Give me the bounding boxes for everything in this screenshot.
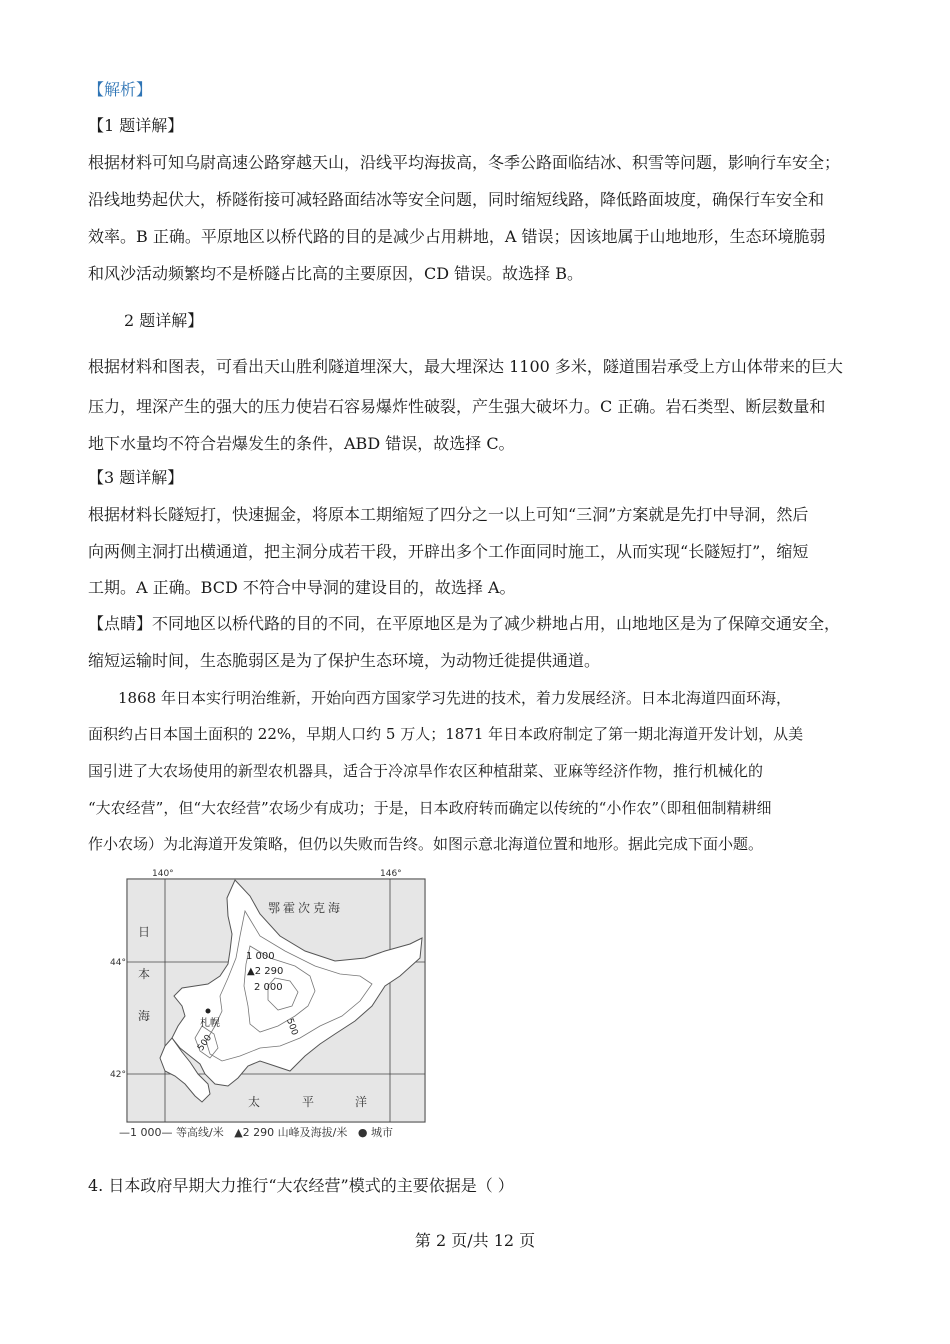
- passage-line-4: “大农经营”，但“大农经营”农场少有成功；于是，日本政府转而确定以传统的“小作农”（即租佃制精耕细: [88, 799, 772, 817]
- analysis-header: 【解析】: [88, 80, 153, 99]
- page-footer: 第 2 页/共 12 页: [414, 1231, 536, 1250]
- sea-okhotsk-label: 鄂霍次克海: [268, 901, 344, 915]
- passage-line-2: 面积约占日本国土面积的 22%，早期人口约 5 万人；1871 年日本政府制定了第一期北海道开发计划，从美: [88, 725, 804, 743]
- ocean-pacific-label-3: 洋: [355, 1095, 368, 1109]
- lat-42-label: 42°: [110, 1070, 126, 1080]
- contour-500-label-east: 500: [284, 1017, 300, 1037]
- passage-line-1: 1868 年日本实行明治维新，开始向西方国家学习先进的技术，着力发展经济。日本北海道四面环海，: [118, 689, 791, 707]
- ocean-pacific-label-2: 平: [302, 1095, 315, 1109]
- q1-line-1: 根据材料可知乌尉高速公路穿越天山，沿线平均海拔高，冬季公路面临结冰、积雪等问题，影响行车安全；: [88, 153, 841, 172]
- ocean-pacific-label-1: 太: [248, 1095, 261, 1109]
- sapporo-label: 札幌: [200, 1018, 220, 1029]
- tip-text-1: 不同地区以桥代路的目的不同，在平原地区是为了减少耕地占用，山地地区是为了保障交通安全，: [152, 614, 841, 633]
- tip-line-2: 缩短运输时间，生态脆弱区是为了保护生态环境，为动物迁徙提供通道。: [88, 651, 601, 670]
- contour-1000-label: 1 000: [246, 951, 275, 962]
- sea-japan-label-1: 日: [138, 925, 151, 939]
- lon-146-label: 146°: [380, 869, 402, 879]
- question-4: 4. 日本政府早期大力推行“大农经营”模式的主要依据是（ ）: [88, 1176, 514, 1195]
- q2-line-2: 压力，埋深产生的强大的压力使岩石容易爆炸性破裂，产生强大破坏力。C 正确。岩石类型、断层数量和: [88, 397, 826, 416]
- q1-line-3: 效率。B 正确。平原地区以桥代路的目的是减少占用耕地，A 错误；因该地属于山地地形，生态环境脆弱: [88, 227, 826, 246]
- q3-line-1: 根据材料长隧短打，快速掘金，将原本工期缩短了四分之一以上可知“三洞”方案就是先打中导洞，然后: [88, 505, 809, 524]
- passage-line-3: 国引进了大农场使用的新型农机器具，适合于冷凉旱作农区种植甜菜、亚麻等经济作物，推行机械化的: [88, 762, 764, 780]
- q3-line-3: 工期。A 正确。BCD 不符合中导洞的建设目的，故选择 A。: [88, 578, 516, 597]
- q3-line-2: 向两侧主洞打出横通道，把主洞分成若干段，开辟出多个工作面同时施工，从而实现“长隧短打”，缩短: [88, 542, 809, 561]
- hokkaido-map: [110, 866, 440, 1146]
- contour-500-label-west: 500: [196, 1033, 215, 1053]
- sapporo-city-marker: [206, 1009, 211, 1014]
- tip-label: 【点睛】: [88, 614, 153, 633]
- q2-line-3: 地下水量均不符合岩爆发生的条件，ABD 错误，故选择 C。: [88, 434, 515, 453]
- sea-japan-label-3: 海: [138, 1009, 151, 1023]
- map-legend: [119, 1124, 393, 1140]
- q1-line-2: 沿线地势起伏大，桥隧衔接可减轻路面结冰等安全问题，同时缩短线路，降低路面坡度，确保行车安全和: [88, 190, 825, 209]
- sea-japan-label-2: 本: [138, 967, 151, 981]
- legend-city: ● 城市: [357, 1126, 393, 1139]
- passage-line-5: 作小农场）为北海道开发策略，但仍以失败而告终。如图示意北海道位置和地形。据此完成下面小题。: [88, 835, 764, 853]
- legend-peak: ▲2 290 山峰及海拔/米: [234, 1126, 348, 1139]
- contour-2000-label: 2 000: [254, 982, 283, 993]
- q2-title: 2 题详解】: [124, 311, 204, 330]
- tip-line-1: [88, 614, 840, 634]
- q1-line-4: 和风沙活动频繁均不是桥隧占比高的主要原因，CD 错误。故选择 B。: [88, 264, 584, 283]
- lat-44-label: 44°: [110, 958, 126, 968]
- q1-title: 【1 题详解】: [88, 116, 184, 135]
- peak-label: ▲2 290: [247, 966, 284, 977]
- lon-140-label: 140°: [152, 869, 174, 879]
- q3-title: 【3 题详解】: [88, 468, 184, 487]
- legend-contour: —1 000— 等高线/米: [119, 1126, 224, 1139]
- q2-line-1: 根据材料和图表，可看出天山胜利隧道埋深大，最大埋深达 1100 多米，隧道围岩承受上方山体带来的巨大: [88, 357, 843, 376]
